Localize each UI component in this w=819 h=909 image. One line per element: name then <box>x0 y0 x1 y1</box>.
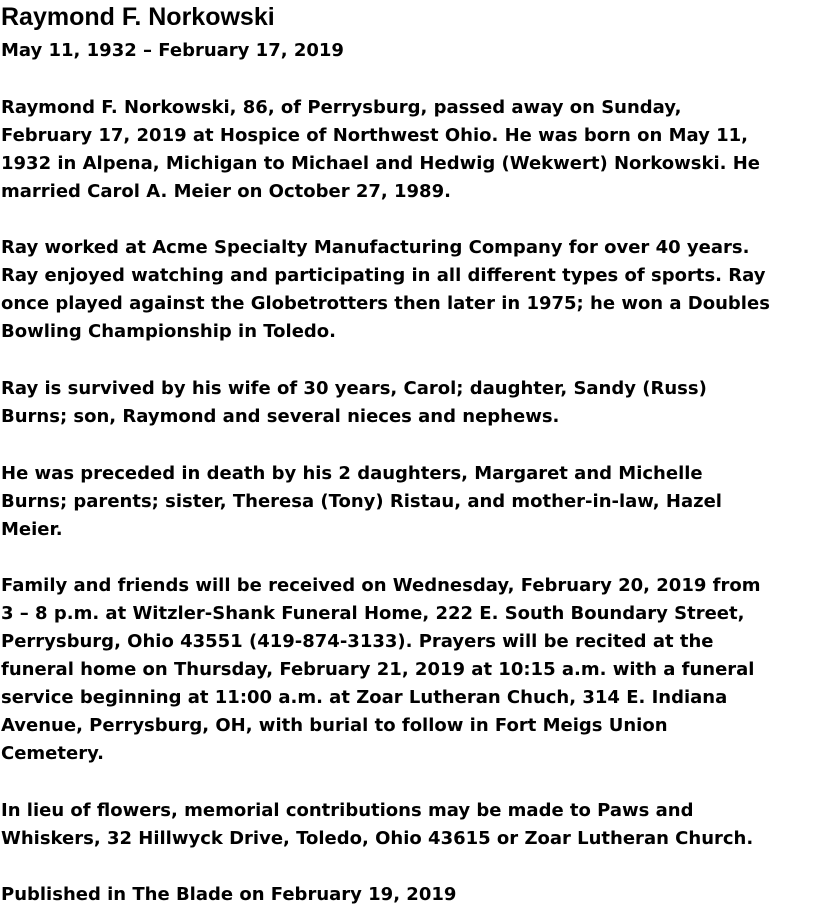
publication-notice <box>1 881 456 909</box>
text-line: Cemetery. <box>1 743 104 764</box>
text-line: February 17, 2019 at Hospice of Northwest Ohio. He was born on May 11, <box>1 125 748 146</box>
text-line: 1932 in Alpena, Michigan to Michael and Hedwig (Wekwert) Norkowski. He <box>1 153 760 174</box>
text-line: Raymond F. Norkowski, 86, of Perrysburg, passed away on Sunday, <box>1 97 682 118</box>
text-line: Published in The Blade on February 19, 2019 <box>1 884 457 905</box>
text-line: Bowling Championship in Toledo. <box>1 321 337 342</box>
life-dates: May 11, 1932 – February 17, 2019 <box>1 40 344 61</box>
text-line: Meier. <box>1 519 63 540</box>
obituary-paragraph-preceded <box>1 460 722 544</box>
text-line: Ray is survived by his wife of 30 years, Carol; daughter, Sandy (Russ) <box>1 378 707 399</box>
text-line: 3 – 8 p.m. at Witzler-Shank Funeral Home, 222 E. South Boundary Street, <box>1 603 745 624</box>
text-line: Burns; parents; sister, Theresa (Tony) Ristau, and mother-in-law, Hazel <box>1 491 722 512</box>
obituary-paragraph-services <box>1 572 760 768</box>
text-line: Family and friends will be received on Wednesday, February 20, 2019 from <box>1 575 761 596</box>
text-line: Whiskers, 32 Hillwyck Drive, Toledo, Ohio 43615 or Zoar Lutheran Church. <box>1 828 754 849</box>
text-line: service beginning at 11:00 a.m. at Zoar Lutheran Chuch, 314 E. Indiana <box>1 687 728 708</box>
obituary-paragraph-memorials <box>1 797 753 853</box>
text-line: Perrysburg, Ohio 43551 (419-874-3133). Prayers will be recited at the <box>1 631 714 652</box>
obituary-name: Raymond F. Norkowski <box>1 3 275 31</box>
obituary-paragraph-intro <box>1 94 760 206</box>
text-line: Burns; son, Raymond and several nieces and nephews. <box>1 406 560 427</box>
obituary-paragraph-career <box>1 234 770 346</box>
text-line: Ray worked at Acme Specialty Manufacturing Company for over 40 years. <box>1 237 750 258</box>
text-line: married Carol A. Meier on October 27, 1989. <box>1 181 451 202</box>
text-line: He was preceded in death by his 2 daughters, Margaret and Michelle <box>1 463 703 484</box>
text-line: funeral home on Thursday, February 21, 2019 at 10:15 a.m. with a funeral <box>1 659 755 680</box>
text-line: Avenue, Perrysburg, OH, with burial to follow in Fort Meigs Union <box>1 715 668 736</box>
text-line: In lieu of flowers, memorial contributions may be made to Paws and <box>1 800 694 821</box>
text-line: Ray enjoyed watching and participating in all different types of sports. Ray <box>1 265 766 286</box>
obituary-paragraph-survivors <box>1 375 707 431</box>
text-line: once played against the Globetrotters then later in 1975; he won a Doubles <box>1 293 770 314</box>
